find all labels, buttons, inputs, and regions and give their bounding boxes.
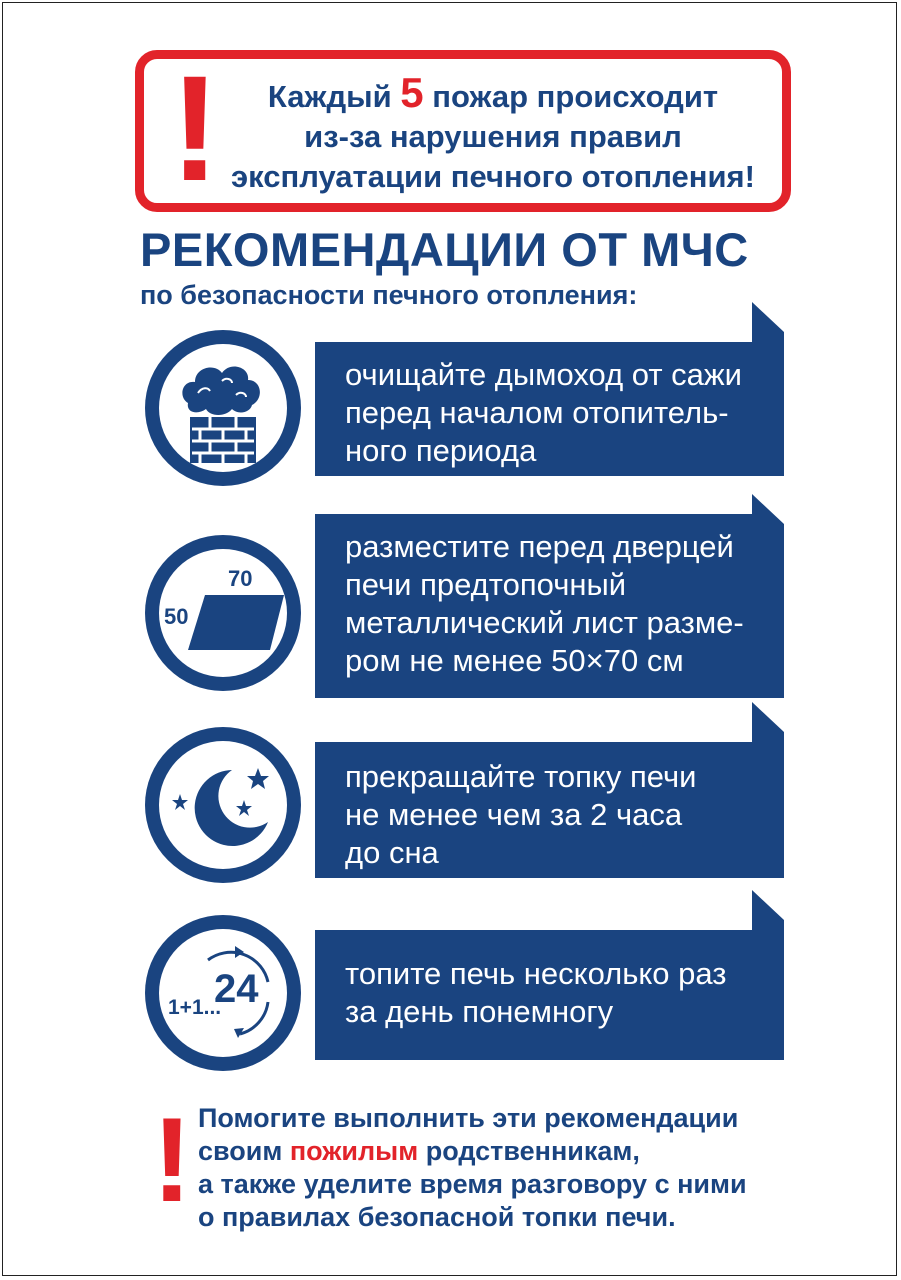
warning-line2: из-за нарушения правил	[304, 119, 682, 154]
footer-line-2-pre: своим	[198, 1136, 283, 1166]
recommendation-1-line-3: ного периода	[345, 433, 537, 468]
recommendation-icon-1	[140, 325, 306, 491]
warning-number: 5	[400, 69, 424, 116]
recommendation-3-line-3: до сна	[345, 835, 439, 870]
recommendation-1-line-2: перед началом отопитель-	[345, 395, 729, 430]
recommendation-text-3	[345, 758, 696, 872]
warning-text	[214, 69, 772, 197]
count-label: 1+1...	[168, 996, 222, 1019]
footer-line-3: а также уделите время разговору с ними	[198, 1169, 747, 1199]
recommendation-1-line-1: очищайте дымоход от сажи	[345, 357, 742, 392]
footer-exclamation-icon: !	[152, 1093, 192, 1227]
footer-line-2-post: родственникам,	[425, 1136, 640, 1166]
recommendation-2-line-2: печи предтопочный	[345, 567, 627, 602]
page-subtitle: по безопасности печного отопления:	[140, 280, 638, 310]
recommendation-4-line-1: топите печь несколько раз	[345, 956, 727, 991]
recommendation-text-4	[345, 955, 727, 1031]
page-title: РЕКОМЕНДАЦИИ ОТ МЧС	[140, 223, 749, 276]
recommendation-text-2	[345, 528, 744, 680]
footer-line-4: о правилах безопасной топки печи.	[198, 1202, 676, 1232]
recommendation-3-line-2: не менее чем за 2 часа	[345, 797, 683, 832]
sheet-height-label: 50	[164, 604, 189, 629]
recommendation-icon-3	[140, 722, 306, 888]
exclamation-icon: !	[170, 44, 220, 212]
warning-box	[135, 44, 791, 212]
recommendation-4-line-2: за день понемногу	[345, 994, 614, 1029]
recommendation-2-line-3: металлический лист разме-	[345, 605, 744, 640]
footer-text	[198, 1102, 747, 1234]
hours-label: 24	[214, 967, 259, 1011]
warning-line1-post: пожар происходит	[432, 79, 719, 114]
recommendation-2-line-1: разместите перед дверцей	[345, 529, 734, 564]
recommendation-2-line-4: ром не менее 50×70 см	[345, 643, 684, 678]
footer-line-1: Помогите выполнить эти рекомендации	[198, 1103, 739, 1133]
recommendation-text-1	[345, 356, 742, 470]
recommendation-icon-2	[140, 530, 306, 696]
recommendation-3-line-1: прекращайте топку печи	[345, 759, 697, 794]
recommendation-icon-4	[140, 910, 306, 1076]
warning-line1-pre: Каждый	[267, 79, 392, 114]
sheet-width-label: 70	[228, 566, 253, 591]
warning-line3: эксплуатации печного отопления!	[231, 159, 755, 194]
footer-highlight: пожилым	[289, 1136, 419, 1166]
